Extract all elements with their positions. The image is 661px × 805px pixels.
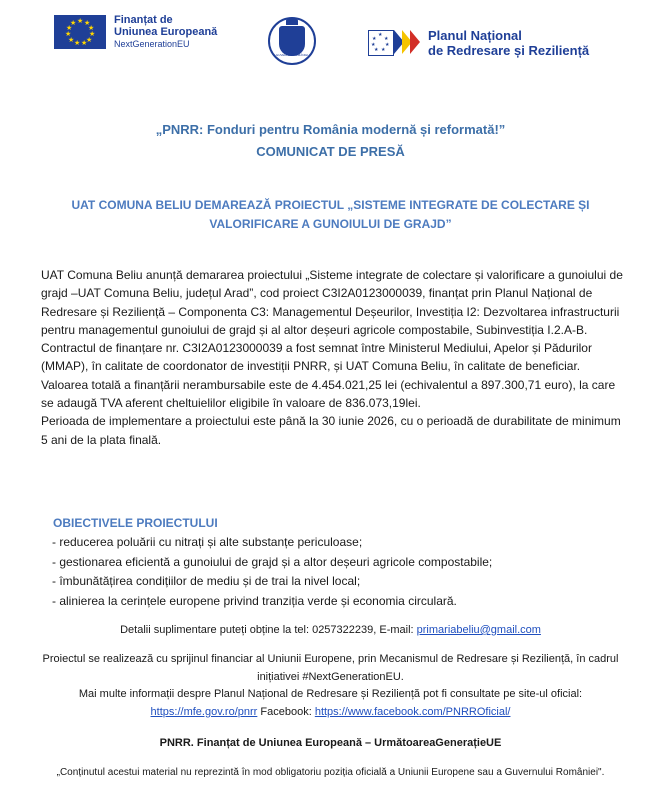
footer-funding-statement: PNRR. Finanțat de Uniunea Europeană – UrmătoareaGenerațieUE (159, 737, 502, 749)
gov-logo-label: GUVERNUL ROMÂNIEI (275, 53, 309, 57)
contact-text: Detalii suplimentare puteți obține la tel: 0257322239, E-mail: (120, 624, 417, 636)
disclaimer: „Conținutul acestui material nu reprezintă în mod obligatoriu poziția oficială a Uniunii Europene sau a Guvernului României". (56, 767, 605, 778)
objectives-title: OBIECTIVELE PROIECTULUI (53, 516, 218, 530)
funding-line1: Proiectul se realizează cu sprijinul financiar al Uniunii Europene, prin Mecanismul de Redresare și Reziliență, în cadrul inițiativei #NextGenerationEU. (42, 653, 619, 683)
press-release-body (41, 266, 626, 449)
contact-info (0, 622, 661, 638)
paragraph-value: Valoarea totală a finanțării nerambursabile este de 4.454.021,25 lei (echivalentul a 897.300,71 euro), la care se adaugă TVA aferent cheltuielilor eligibile în valoare de 836.073,19lei. (41, 377, 616, 411)
facebook-link[interactable]: https://www.facebook.com/PNRROficial/ (314, 705, 511, 718)
eu-logo-line3: NextGenerationEU (114, 39, 190, 49)
pnrr-logo-line1: Planul Național (428, 28, 522, 43)
facebook-label: Facebook: (257, 705, 315, 718)
paragraph-contract: Contractul de finanțare nr. C3I2A0123000039 a fost semnat între Ministerul Mediului, Apelor și Pădurilor (MMAP), în calitate de coordonator de investiții PNRR, și UAT Comuna Beliu, în calitate de beneficiar. (41, 341, 592, 374)
eu-flag-icon: ★ ★ ★ ★ ★ ★ ★ ★ ★ ★ ★ (54, 15, 106, 49)
eu-logo-line1: Finanțat de (114, 14, 173, 26)
list-item: - reducerea poluării cu nitrați și alte substanțe periculoase; (52, 535, 363, 549)
eu-logo-line2: Uniunea Europeană (114, 26, 218, 38)
pnrr-chevron-icon: ★ ★ ★ ★ ★ ★ ★ (368, 30, 422, 56)
list-item: - gestionarea eficientă a gunoiului de grajd și a altor deșeuri agricole compostabile; (52, 554, 493, 569)
press-release-heading: COMUNICAT DE PRESĂ (256, 144, 405, 159)
pnrr-logo (368, 28, 589, 58)
eu-funding-logo (54, 14, 217, 50)
email-link[interactable]: primariabeliu@gmail.com (416, 624, 541, 636)
paragraph-period: Perioada de implementare a proiectului este până la 30 iunie 2026, cu o perioadă de durabilitate de minimum 5 ani de la plata finală. (41, 414, 621, 447)
funding-info (30, 651, 631, 721)
pnrr-logo-line2: de Redresare și Reziliență (428, 43, 590, 58)
mfe-pnrr-link[interactable]: https://mfe.gov.ro/pnrr (150, 705, 258, 718)
list-item: - îmbunătățirea condițiilor de mediu și de trai la nivel local; (52, 574, 361, 588)
objectives-list (52, 533, 492, 611)
slogan: „PNRR: Fonduri pentru România modernă și reformată!” (155, 122, 506, 137)
funding-line2: Mai multe informații despre Planul Național de Redresare și Reziliență pot fi consultate pe site-ul oficial: (78, 688, 583, 700)
project-title: UAT COMUNA BELIU DEMAREAZĂ PROIECTUL „SISTEME INTEGRATE DE COLECTARE ȘI VALORIFICARE A GUNOIULUI DE GRAJD” (71, 198, 590, 231)
list-item: - alinierea la cerințele europene privind tranziția verde și economia circulară. (52, 593, 457, 608)
paragraph-announcement: UAT Comuna Beliu anunță demararea proiectului „Sisteme integrate de colectare și valorificare a gunoiului de grajd –UAT Comuna Beliu, județul Arad”, cod proiect C3I2A0123000039, finanțat prin Planul Național de Redresare și Reziliență – Componenta C3: Managementul Deșeurilor, Investiția I2: Dezvoltarea infrastructurii pentru managementul gunoiului de grajd și al altor deșeuri agricole compostabile, Subinvestiția I.2.A-B. (41, 268, 623, 337)
government-crest-icon (268, 17, 316, 65)
